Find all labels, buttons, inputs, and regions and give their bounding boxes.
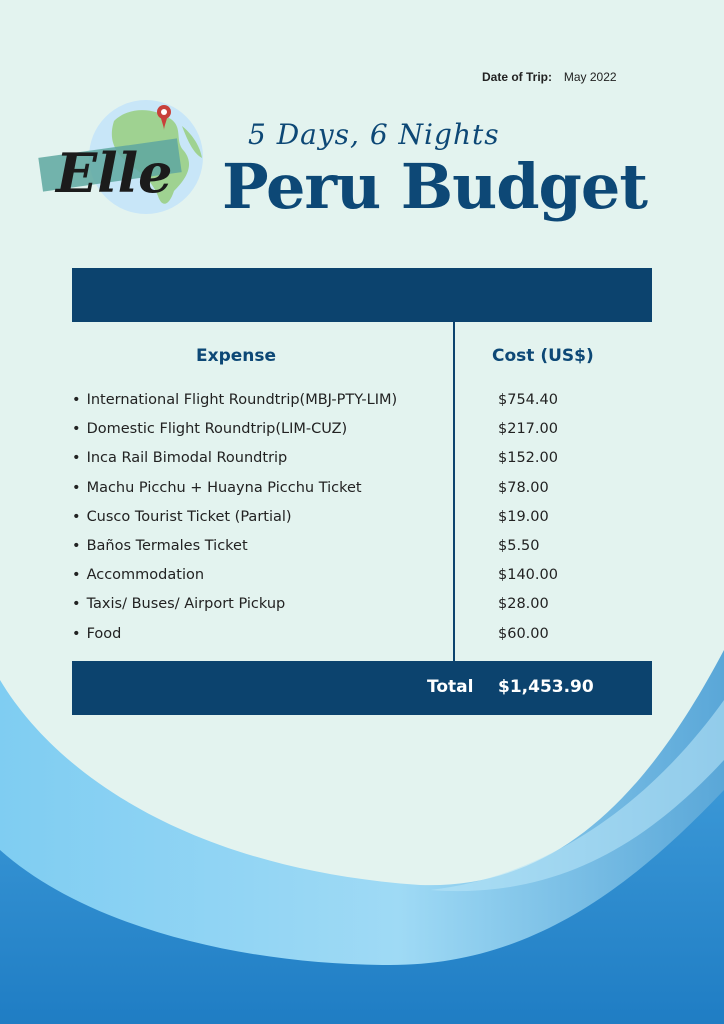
expense-item: • Food: [72, 626, 121, 642]
total-value: $1,453.90: [498, 677, 594, 697]
page-title: Peru Budget: [222, 150, 647, 223]
expense-item: • Domestic Flight Roundtrip(LIM-CUZ): [72, 421, 347, 437]
expense-row: [72, 626, 652, 655]
expense-row: [72, 509, 652, 538]
expense-cost: $754.40: [498, 392, 558, 408]
expense-list: [72, 392, 652, 655]
total-bar: [72, 661, 652, 715]
expense-item: • Baños Termales Ticket: [72, 538, 248, 554]
logo-text: Elle: [56, 141, 173, 205]
trip-duration: 5 Days, 6 Nights: [248, 118, 500, 151]
total-label: Total: [427, 677, 474, 697]
expense-item: • Cusco Tourist Ticket (Partial): [72, 509, 292, 525]
cost-column-header: Cost (US$): [492, 346, 594, 366]
expense-item: • Taxis/ Buses/ Airport Pickup: [72, 596, 285, 612]
expense-cost: $28.00: [498, 596, 549, 613]
expense-cost: $19.00: [498, 508, 549, 525]
expense-cost: $140.00: [498, 567, 558, 584]
expense-column-header: Expense: [196, 346, 277, 366]
expense-row: [72, 538, 652, 567]
expense-cost: $60.00: [498, 625, 549, 642]
date-value: May 2022: [563, 70, 617, 84]
expense-cost: $152.00: [498, 450, 558, 467]
expense-row: [72, 421, 652, 450]
expense-cost: $5.50: [498, 537, 540, 554]
expense-row: [72, 596, 652, 625]
expense-row: [72, 392, 652, 421]
expense-item: • Machu Picchu + Huayna Picchu Ticket: [72, 480, 362, 496]
expense-item: • International Flight Roundtrip(MBJ-PTY-LIM): [72, 392, 397, 408]
expense-row: [72, 567, 652, 596]
expense-row: [72, 450, 652, 479]
expense-cost: $217.00: [498, 421, 558, 438]
trip-date: [482, 70, 617, 84]
expense-cost: $78.00: [498, 479, 549, 496]
expense-item: • Inca Rail Bimodal Roundtrip: [72, 450, 287, 466]
table-header-bar: [72, 268, 652, 322]
elle-logo: [34, 96, 210, 218]
date-label: Date of Trip:: [482, 70, 553, 84]
expense-row: [72, 480, 652, 509]
expense-item: • Accommodation: [72, 567, 204, 583]
